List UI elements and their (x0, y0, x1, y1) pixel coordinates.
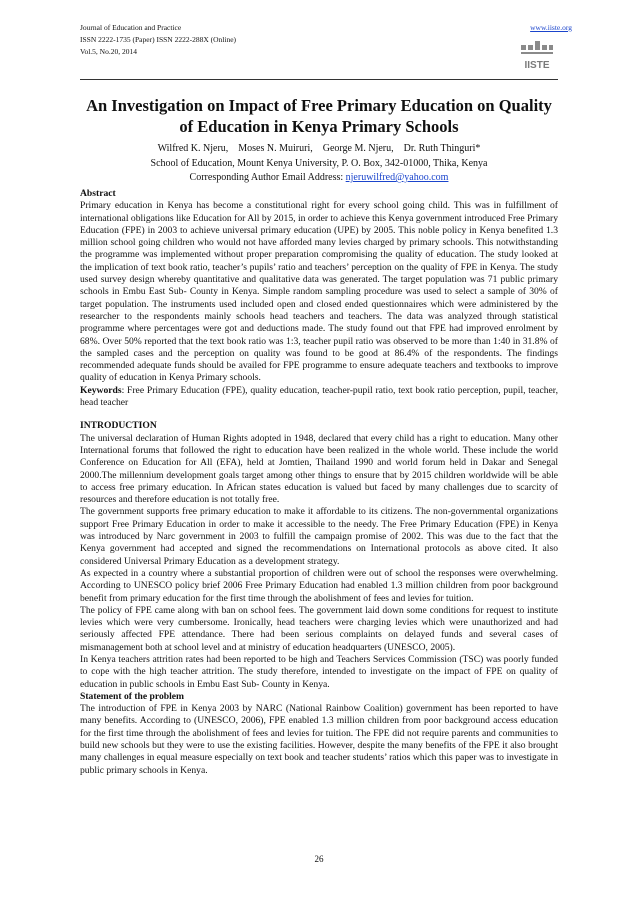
journal-name: Journal of Education and Practice (80, 23, 182, 32)
author-names: Wilfred K. Njeru, Moses N. Muiruri, George M. Njeru, Dr. Ruth Thinguri* (157, 143, 481, 154)
author-affiliation: School of Education, Mount Kenya University, P. O. Box, 342-01000, Thika, Kenya (150, 157, 488, 169)
iiste-logo (518, 39, 556, 77)
intro-paragraph: The government supports free primary education to make it affordable to its citizens. The non-governmental organizations support Free Primary Education in order to make it accessible to the needy. The Free Primary Education (FPE) in Kenya was introduced by Narc government in 2003 to fulfill the campaign promise of 2002. This was due to the fact that the Kenya government had accepted and signed the recommendations on International protocols as above cited. It also considered Universal Primary Education as a development strategy. (80, 506, 558, 567)
volume-line: Vol.5, No.20, 2014 (80, 47, 137, 56)
intro-paragraph: The policy of FPE came along with ban on school fees. The government laid down some conditions for request to institute levies which were very cumbersome. Ironically, head teachers were charging levies which were unauthorized and had seriously affected FPE attendance. There had been serious complaints on delayed funds and several cases of mismanagement both at school level and at ministry of education headquarters (UNESCO, 2005). (80, 604, 558, 653)
keywords-text: : Free Primary Education (FPE), quality education, teacher-pupil ratio, text book ratio perception, pupil, teacher, head teacher (80, 384, 558, 409)
statement-text: The introduction of FPE in Kenya 2003 by NARC (National Rainbow Coalition) government has been reported to have many benefits. According to (UNESCO, 2006), FPE enabled 1.3 million children from poor background access education for the first time through the abolishment of fees and levies for tuition. The FPE did not require parents and communities to build new schools but they were to use the existing facilities. However, despite the many benefits of the FPE it also brought many challenges in equal measure especially on text book and teacher students’ ratios which this paper was to investigate in public primary schools in Kenya. (80, 703, 558, 776)
author-email-link[interactable]: njeruwilfred@yahoo.com (345, 172, 449, 183)
corresponding-author (80, 171, 558, 186)
header-divider (80, 79, 558, 80)
page-number: 26 (314, 854, 324, 864)
introduction-heading: INTRODUCTION (80, 420, 157, 432)
abstract-heading: Abstract (80, 188, 116, 199)
statement-heading: Statement of the problem (80, 690, 185, 702)
corresponding-label: Corresponding Author Email Address: (189, 172, 346, 183)
author-block (80, 142, 558, 186)
intro-paragraph: The universal declaration of Human Rights adopted in 1948, declared that every child has a right to education. Many other International forums that followed the right to education have been realized in the whole world. These include the world Conference on Education for All (EFA), held at Jomtien, Thailand 1990 and world forum held in Dakar and Senegal 2000.The millennium development goals target among other things to ensure that by 2015 children worldwide will be able to access free primary education. In African states education is valued but faced by many challenges due to scarcity of resources and therefore education is not totally free. (80, 432, 558, 506)
keywords-line (80, 385, 558, 410)
journal-website-link[interactable]: www.iiste.org (530, 23, 572, 32)
paper-body (80, 188, 558, 777)
issn-line: ISSN 2222-1735 (Paper) ISSN 2222-288X (Online) (80, 35, 237, 44)
abstract-text: Primary education in Kenya has become a constitutional right for every school going child. This was in fulfillment of international obligations like Education for All by 2015, in order to achieve this Kenya government introduced Free Primary Education (FPE) in 2003 to achieve universal primary education (UPE) by 2005. This noble policy in Kenya benefited 1.3 million school going children who would not have afforded many levies charged by primary schools. This notwithstanding the programme was implemented without proper preparation compromising the quality of education. The study looked at the implication of text book ratio, teacher’s pupils’ ratio and teachers’ perception on the quality of FPE in Kenya. The study used survey design whereby quantitative and qualitative data was generated. The target population was 71 public primary schools in Embu East Sub- County in Kenya. Simple random sampling procedure was used to select a sample of 30% of target population. The instruments used included open and closed ended questionnaires which were administered by the researcher to the respondents mainly schools head teachers and teachers. The data was analyzed through statistical programme where percentages were got and deductions made. The study found out that FPE had improved enrolment by 68%. Over 50% reported that the text book ratio was 1:3, teacher pupil ratio was observed to be more than 1:40 in 31.8% of the sampled cases and the perception on quality was found to be good at 86.4% of the respondents. The findings recommended adequate funds should be availed for FPE programme to ensure adequate teachers and textbooks to improve quality of education in Kenya Primary schools. (80, 200, 558, 384)
intro-paragraph: As expected in a country where a substantial proportion of children were out of school the responses were overwhelming. According to UNESCO policy brief 2006 Free Primary Education had enabled 1.3 million children from poor background benefit from primary education for the first time through the abolishment of fees and levies for tuition. (80, 567, 558, 604)
paper-title: An Investigation on Impact of Free Primary Education on Quality of Education in Kenya Primary Schools (86, 96, 552, 136)
intro-paragraph: In Kenya teachers attrition rates had been reported to be high and Teachers Services Commission (TSC) was poorly funded to cope with the high teacher attrition. The study therefore, intended to investigate on the impact of FPE on quality of education in public schools in Embu East Sub- County in Kenya. (80, 653, 558, 690)
svg-text:IISTE: IISTE (524, 60, 550, 71)
keywords-label: Keywords (80, 384, 122, 396)
